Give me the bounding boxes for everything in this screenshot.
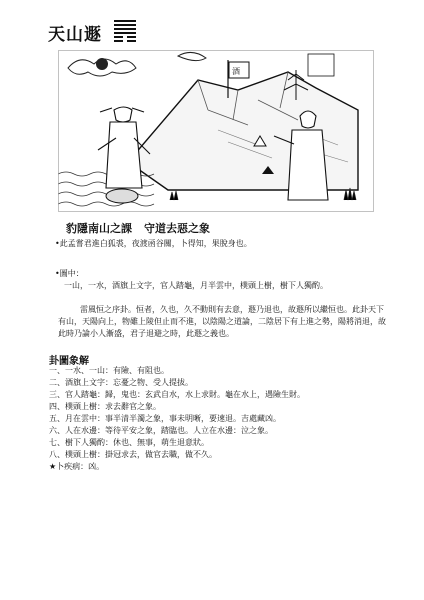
list-item: 八、樸頭上樹：掛冠求去，做官去職，做不久。 — [49, 450, 217, 459]
turtle-icon — [106, 189, 138, 203]
svg-text:酒: 酒 — [232, 67, 240, 76]
figure-content: 一山，一水，酒旗上文字，官人踏龜，月半雲中，樸頭上樹，樹下人獨酌。 — [64, 281, 328, 290]
explanation-paragraph: 雷風恒之序卦。恒者，久也，久不動則有去意，遯乃退也，故遯所以繼恒也。此卦天下有山，天陽向上，物雖上陵但止而不進，以陰陽之道論，二陰居下有上進之勢，陽將消退，故此時乃論小人漸盛，君子退避之時，此遯之義也。 — [58, 305, 386, 338]
illustration — [58, 50, 374, 212]
list-item: 三、官人踏龜：歸，鬼也：玄武自水，水上求財。龜在水上，遇險生財。 — [49, 390, 305, 399]
hexagram-icon — [114, 20, 136, 44]
figure-label: •圖中： — [55, 269, 84, 278]
woodblock-illustration — [58, 50, 374, 212]
list-item: 四、樸頭上樹：求去辭官之象。 — [49, 402, 161, 411]
section-title: 卦圖象解 — [49, 356, 89, 367]
heading-phrase: 守道去惡之象 — [144, 222, 210, 235]
section-heading — [66, 220, 222, 236]
list-item: 六、人在水邊：等待平安之象，踏臨也。人立在水邊：泣之象。 — [49, 426, 273, 435]
page-title: 天山遯 — [48, 25, 102, 45]
heading-name: 豹隱南山之課 — [66, 222, 132, 235]
half-moon-icon — [96, 58, 108, 70]
list-item: 七、樹下人獨酌：休也、無事，萌生退意狀。 — [49, 438, 209, 447]
note-text: •此孟嘗君進白狐裘，夜渡函谷關，卜得知，果脫身也。 — [55, 239, 252, 248]
list-item: 五、月在雲中：事半清半濁之象，事未明晰，要速退。吉處藏凶。 — [49, 414, 281, 423]
list-item: ★卜疾病：凶。 — [49, 462, 105, 471]
list-item: 一、一水、一山：有險、有阻也。 — [49, 366, 169, 375]
list-item: 二、酒旗上文字：忘憂之物、受人提拔。 — [49, 378, 193, 387]
interpretation-list — [49, 365, 305, 473]
